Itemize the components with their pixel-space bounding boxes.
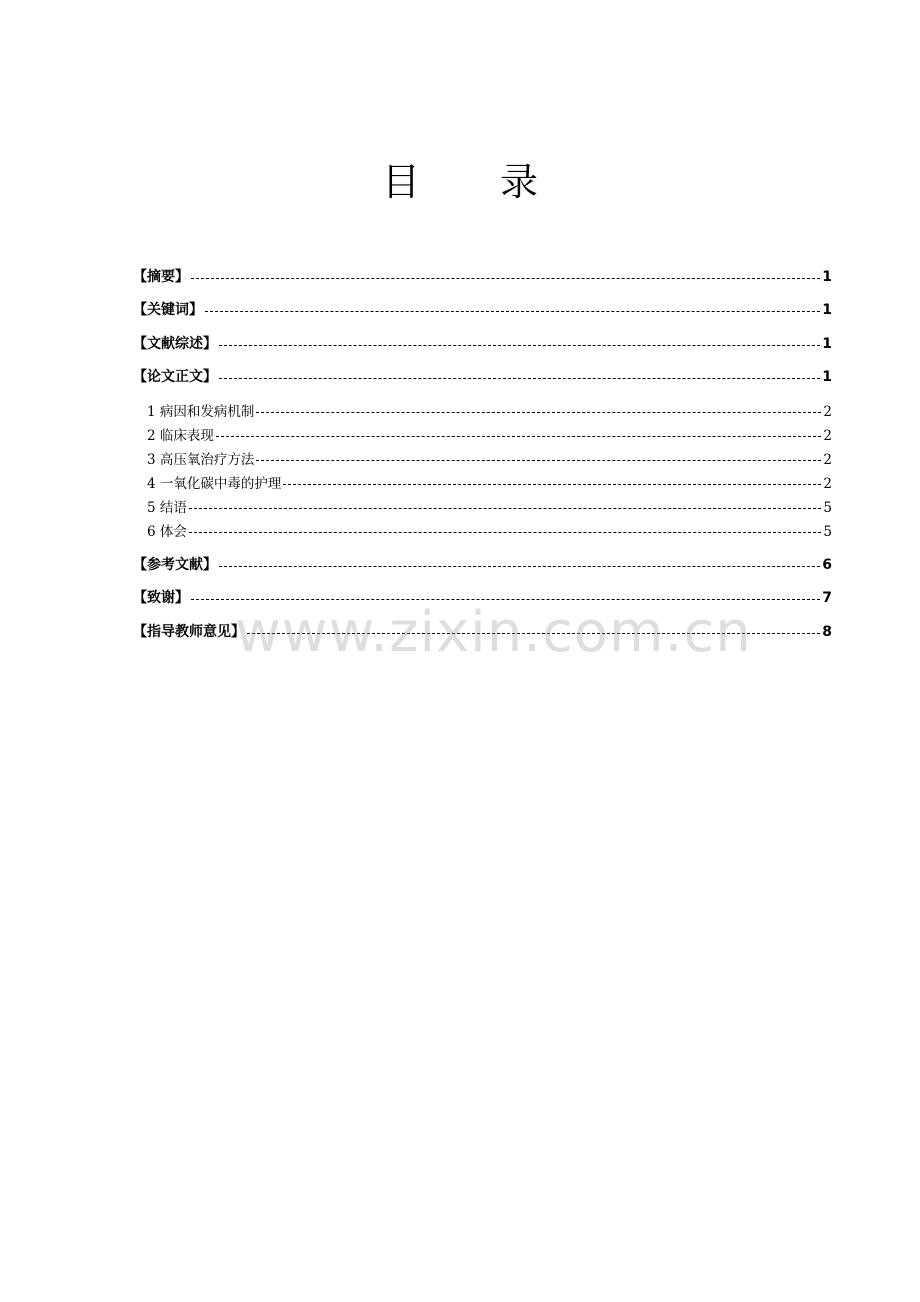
toc-entry-label: 【关键词】 [133, 302, 203, 318]
toc-entry-page: 1 [822, 269, 832, 285]
toc-entry-references[interactable] [133, 554, 832, 574]
dot-leader [189, 531, 822, 533]
watermark: www.zixin.com.cn [235, 600, 752, 665]
toc-title-char-1: 目 [381, 160, 420, 204]
toc-entry-page: 8 [822, 624, 832, 640]
toc-entry-page: 5 [823, 524, 832, 540]
dot-leader [189, 507, 822, 509]
toc-entry-label: 6 体会 [147, 524, 187, 540]
toc-entry-page: 7 [822, 590, 832, 606]
toc-entry-label: 5 结语 [147, 500, 187, 516]
toc-entry-section-4[interactable] [133, 472, 832, 492]
toc-entry-keywords[interactable] [133, 299, 832, 319]
toc-entry-section-1[interactable] [133, 400, 832, 420]
dot-leader [191, 277, 820, 279]
toc-entry-page: 2 [823, 428, 832, 444]
toc-entry-page: 1 [822, 336, 832, 352]
toc-entry-section-2[interactable] [133, 424, 832, 444]
toc-entry-literature-review[interactable] [133, 333, 832, 353]
dot-leader [219, 377, 820, 379]
toc-entry-page: 2 [823, 404, 832, 420]
toc-entry-label: 【致谢】 [133, 590, 189, 606]
toc-entry-abstract[interactable] [133, 266, 832, 286]
toc-entry-label: 1 病因和发病机制 [147, 404, 255, 420]
toc-entry-main-text[interactable] [133, 366, 832, 386]
toc-entry-label: 【摘要】 [133, 269, 189, 285]
dot-leader [219, 565, 820, 567]
toc-entry-section-6[interactable] [133, 520, 832, 540]
toc-entry-page: 1 [822, 369, 832, 385]
dot-leader [216, 435, 822, 437]
dot-leader [283, 483, 821, 485]
toc-entry-label: 【文献综述】 [133, 336, 217, 352]
toc-entry-page: 1 [822, 302, 832, 318]
dot-leader [219, 344, 820, 346]
toc-entry-section-5[interactable] [133, 496, 832, 516]
dot-leader [191, 598, 820, 600]
toc-entry-acknowledgements[interactable] [133, 587, 832, 607]
toc-entry-page: 6 [822, 557, 832, 573]
dot-leader [205, 310, 820, 312]
dot-leader [256, 459, 821, 461]
toc-entry-label: 4 一氧化碳中毒的护理 [147, 476, 282, 492]
toc-entry-label: 【论文正文】 [133, 369, 217, 385]
toc-entry-section-3[interactable] [133, 448, 832, 468]
toc-title [0, 158, 920, 206]
toc-entry-label: 3 高压氧治疗方法 [147, 452, 255, 468]
dot-leader [256, 411, 821, 413]
toc-entry-label: 2 临床表现 [147, 428, 214, 444]
toc-entry-label: 【参考文献】 [133, 557, 217, 573]
toc-entry-page: 5 [823, 500, 832, 516]
toc-entry-page: 2 [823, 452, 832, 468]
toc-title-char-2: 录 [500, 160, 539, 204]
toc-entry-label: 【指导教师意见】 [133, 624, 245, 640]
toc-entry-page: 2 [823, 476, 832, 492]
toc-entry-advisor-comments[interactable] [133, 621, 832, 641]
dot-leader [247, 632, 820, 634]
